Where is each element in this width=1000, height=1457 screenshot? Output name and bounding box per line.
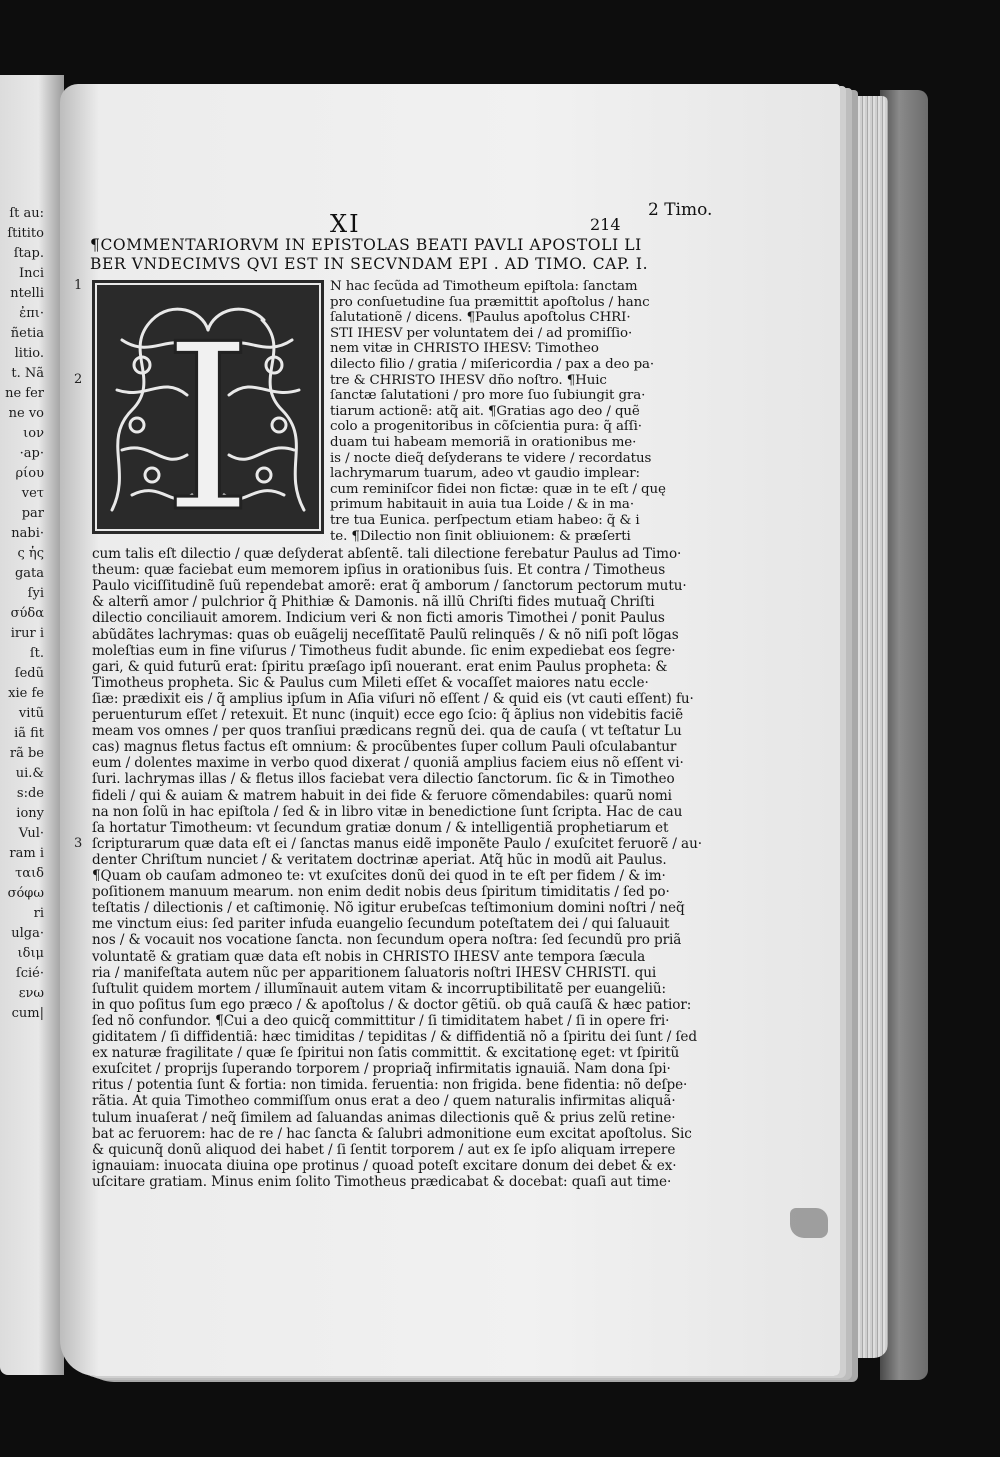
- text-line: N hac ſecũda ad Timotheum epiſtola: ſanctam: [330, 279, 638, 294]
- text-line: ſed nõ confundor. ¶Cui a deo quicq̃ committitur / ſi timiditatem habet / ſi in opere fri·: [92, 1012, 670, 1029]
- left-page-text-fragment: gata: [14, 566, 44, 581]
- left-page-text-fragment: ui.&: [15, 766, 44, 781]
- left-page-text-fragment: ſt au:: [9, 206, 44, 221]
- text-line: ſuri. lachrymas illas / & fletus illos faciebat vera dilectio ſanctorum. ſic & in Timotheo: [92, 771, 675, 788]
- left-page-text-fragment: irur i: [10, 626, 44, 641]
- left-page-text-fragment: ενω: [18, 986, 44, 1001]
- left-page-text-fragment: ſyi: [27, 586, 44, 601]
- left-page-text-fragment: ri: [33, 906, 44, 921]
- text-line: uſcitare gratiam. Minus enim ſolito Timotheus prædicabat & docebat: quaſi aut time·: [92, 1173, 672, 1190]
- text-line: Paulo viciſſitudinẽ ſuũ rependebat amorẽ: erat q̃ amborum / ſanctorum pectorum mutu·: [92, 578, 687, 595]
- left-page-text-fragment: litio.: [14, 346, 44, 361]
- left-page-text-fragment: iã fit: [14, 726, 44, 741]
- left-page-text-fragment: xie fe: [8, 686, 44, 701]
- text-line: & alterñ amor / pulchrior q̃ Phithiæ & Damonis. nã illũ Chriſti fides mutuaq̃ Chriſti: [92, 594, 655, 611]
- folio-number: 214: [590, 215, 621, 234]
- text-line: moleſtias eum in fine viſurus / Timotheus fudit abunde. ſic enim expediebat eos ſegre·: [92, 642, 676, 659]
- text-line: ſanctæ ſalutationi / pro more ſuo ſubiungit gra·: [330, 388, 646, 404]
- text-line: ſcripturarum quæ data eſt ei / ſanctas manus eidẽ imponẽte Paulo / exuſcitet feruorẽ / au·: [92, 835, 702, 852]
- text-line: in quo poſitus ſum ego præco / & apoſtolus / & doctor gẽtiũ. ob quã cauſã & hæc patior:: [92, 996, 692, 1013]
- left-page-text-fragment: ἐπι·: [19, 306, 44, 321]
- text-line: pro conſuetudine ſua præmittit apoſtolus / hanc: [330, 294, 650, 310]
- text-line: te. ¶Dilectio non ſinit obliuionem: & præſerti: [330, 528, 631, 544]
- text-line: gari, & quid futurũ erat: ſpiritu præſago ipſi nouerant. erat enim Paulus propheta: &: [92, 658, 668, 675]
- left-page-text-fragment: ne vo: [8, 406, 44, 421]
- decorated-initial: [92, 280, 324, 534]
- text-line: primum habitauit in auia tua Loide / & in ma·: [330, 497, 634, 513]
- text-line: fideli / qui & auiam & matrem habuit in dei fide & feruore cõmendabiles: quarũ nomi: [92, 787, 672, 804]
- left-page-text-fragment: cum|: [11, 1006, 44, 1021]
- text-line: na non ſolũ in hac epiſtola / ſed & in libro vitæ in benedictione ſunt ſcripta. Hac de cau: [92, 803, 683, 820]
- left-page-text-fragment: iony: [16, 806, 44, 821]
- text-line: voluntatẽ & gratiam quæ data eſt nobis in CHRISTO IHESV ante tempora ſæcula: [92, 948, 646, 965]
- left-page-text-fragment: par: [21, 506, 44, 521]
- text-line: is / nocte dieq̃ deſyderans te videre / recordatus: [330, 450, 652, 466]
- left-page-text-fragment: s:de: [16, 786, 44, 801]
- text-line: giditatem / ſi diffidentiã: hæc timiditas / tepiditas / & diffidentiã nõ a ſpiritu dei ſunt / ſed: [92, 1029, 697, 1045]
- text-line: poſitionem manuum mearum. non enim dedit nobis deus ſpiritum timiditatis / ſed po·: [92, 884, 670, 901]
- text-line: cas) magnus fletus factus eſt omnium: & procũbentes ſuper collum Pauli oſculabantur: [92, 739, 677, 756]
- left-page-text-fragment: veτ: [21, 486, 44, 501]
- text-line: peruenturum eſſet / retexuit. Et nunc (inquit) ecce ego ſcio: q̃ ãplius non videbitis faciẽ: [92, 707, 684, 723]
- left-page-text-fragment: ſedũ: [14, 666, 44, 681]
- text-line: tre tua Eunica. perſpectum etiam habeo: q̃ & i: [330, 513, 640, 528]
- decorated-initial-i-icon: [92, 280, 324, 534]
- margin-number: 1: [74, 278, 83, 293]
- text-line: lachrymarum tuarum, adeo vt gaudio implear:: [330, 466, 640, 482]
- margin-number: 3: [74, 836, 83, 851]
- left-page-text-fragment: nabi·: [11, 526, 44, 541]
- left-page-text-fragment: Inci: [19, 266, 44, 281]
- left-page-text-fragment: ne fer: [5, 386, 44, 401]
- margin-number: 2: [74, 372, 83, 387]
- text-line: tre & CHRISTO IHESV dño noſtro. ¶Huic: [330, 372, 607, 388]
- text-line: ex naturæ fragilitate / quæ ſe ſpiritui non ſatis committit. & excitationę eget: vt ſpiritũ: [92, 1045, 680, 1062]
- text-line: dilectio conciliauit amorem. Indicium veri & non ficti amoris Timothei / ponit Paulus: [92, 610, 665, 627]
- folio-label: XI: [330, 210, 361, 238]
- left-page-text-fragment: σόφω: [7, 886, 44, 901]
- left-page-text-fragment: ſcié·: [15, 966, 44, 981]
- text-line: ritus / potentia ſunt & fortia: non timida. feruentia: non frigida. bene fidentia: nõ deſpe·: [92, 1077, 688, 1094]
- left-page-text-fragment: Vul·: [18, 826, 44, 841]
- text-line: tulum inuaſerat / neq̃ ſimilem ad ſaluandas animas dilectionis quẽ & prius zelũ retine·: [92, 1109, 676, 1126]
- text-line: denter Chriſtum nunciet / & veritatem doctrinæ aperiat. Atq̃ hũc in modũ ait Paulus.: [92, 851, 667, 868]
- text-line: exuſcitet / proprijs ſuperando torporem / propriaq̃ infirmitatis ignauiã. Nam dona ſpi·: [92, 1061, 671, 1078]
- running-head: 2 Timo.: [648, 200, 713, 220]
- text-line: ¶Quam ob cauſam admoneo te: vt exuſcites donũ dei quod in te eſt per fidem / & im·: [92, 868, 666, 884]
- text-line: ignauiam: inuocata diuina ope protinus / quoad poteſt excitare donum dei debet & ex·: [92, 1157, 677, 1174]
- left-page-text-fragment: rã be: [9, 746, 44, 761]
- left-page-text-fragment: ς ἡς: [17, 546, 44, 561]
- page-edges: [840, 96, 888, 1358]
- chapter-heading-line: ¶COMMENTARIORVM IN EPISTOLAS BEATI PAVLI APOSTOLI LI: [90, 236, 642, 254]
- text-line: ſiæ: prædixit eis / q̃ amplius ipſum in Aſia viſuri nõ eſſent / & quid eis (vt cauti eſſent) fu·: [92, 690, 694, 707]
- text-line: nos / & vocauit nos vocatione ſancta. non ſecundum opera noſtra: ſed ſecundũ pro priã: [92, 932, 682, 949]
- text-line: tiarum actionẽ: atq̃ ait. ¶Gratias ago deo / quẽ: [330, 403, 640, 419]
- left-page-text-fragment: vitũ: [18, 706, 44, 721]
- text-line: me vinctum eius: ſed pariter infuda euangelio ſecundum poteſtatem dei / qui ſaluauit: [92, 916, 670, 933]
- text-line: ſa hortatur Timotheum: vt ſecundum gratiæ donum / & intelligentiã prophetiarum et: [92, 819, 669, 836]
- left-page-text-fragment: ·ap·: [19, 446, 44, 461]
- left-page-text-fragment: ρίου: [15, 466, 44, 481]
- chapter-heading-line: BER VNDECIMVS QVI EST IN SECVNDAM EPI . AD TIMO. CAP. I.: [90, 255, 649, 273]
- text-line: ſuſtulit quidem mortem / illumĩnauit autem vitam & incorruptibilitatẽ per euangeliũ:: [92, 980, 666, 997]
- text-line: cum reminiſcor fidei non fictæ: quæ in te eſt / quę: [330, 481, 666, 497]
- left-page-text-fragment: ſtitito: [7, 226, 44, 241]
- text-line: ſalutationẽ / dicens. ¶Paulus apoſtolus CHRI·: [330, 310, 631, 326]
- left-page-text-fragment: ram i: [9, 846, 44, 861]
- left-page-text-fragment: t. Nã: [11, 366, 44, 381]
- left-page-text-fragment: ιον: [23, 426, 44, 441]
- svg-text:I: I: [162, 296, 254, 534]
- text-line: meam vos omnes / per quos tranſiui prædicans regnũ dei. qua de cauſa ( vt teſtatur Lu: [92, 723, 682, 740]
- text-line: ria / manifeſtata autem nũc per apparitionem ſaluatoris noſtri IHESV CHRISTI. qui: [92, 964, 657, 981]
- text-line: bat ac feruorem: hac de re / hac ſancta & ſalubri admonitione eum excitat apoſtolus. Sic: [92, 1125, 692, 1142]
- left-page-text-fragment: σύδα: [10, 606, 44, 621]
- left-page-text-fragment: ιδιμ: [17, 946, 44, 961]
- text-line: & quicunq̃ donũ aliquod dei habet / ſi ſentit torporem / aut ex ſe ipſo aliquam irrepere: [92, 1141, 676, 1158]
- text-line: STI IHESV per voluntatem dei / ad promiſſio·: [330, 325, 633, 341]
- left-page-text-fragment: ñetia: [10, 326, 44, 341]
- text-line: abũdãtes lachrymas: quas ob euãgelij neceſſitatẽ Paulũ relinquẽs / & nõ niſi poſt lõgas: [92, 626, 679, 643]
- text-line: cum talis eſt dilectio / quæ deſyderat abſentẽ. tali dilectione ferebatur Paulus ad Timo·: [92, 546, 682, 562]
- text-line: theum: quæ faciebat eum memorem ipſius in orationibus ſuis. Et contra / Timotheus: [92, 562, 666, 579]
- text-line: rãtia. At quia Timotheo commiſſum onus erat a deo / quem naturalis infirmitas aliquã·: [92, 1093, 676, 1110]
- text-line: duam tui habeam memoriã in orationibus me·: [330, 435, 637, 450]
- left-facing-page: [0, 75, 64, 1375]
- text-line: Timotheus propheta. Sic & Paulus cum Mileti eſſet & vocaſſet maiores natu eccle·: [92, 674, 649, 691]
- text-line: dilecto filio / gratia / miſericordia / pax a deo pa·: [330, 357, 655, 372]
- left-page-text-fragment: ſt.: [29, 646, 44, 661]
- text-line: teſtatis / dilectionis / et caſtimonię. Nõ igitur erubeſcas teſtimonium domini noſtri / neq̃: [92, 900, 685, 917]
- left-page-text-fragment: ταιδ: [15, 866, 44, 881]
- left-page-text-fragment: ſtap.: [13, 246, 44, 261]
- text-line: eum / dolentes maxime in verbo quod dixerat / quoniã amplius faciem eius nõ eſſent vi·: [92, 755, 684, 772]
- left-page-text-fragment: ulga·: [11, 926, 44, 941]
- left-page-text-fragment: ntelli: [10, 286, 44, 301]
- page-stain: [790, 1208, 828, 1238]
- text-line: nem vitæ in CHRISTO IHESV: Timotheo: [330, 341, 599, 357]
- text-line: colo a progenitoribus in cõſcientia pura: q̃ aſſi·: [330, 419, 642, 435]
